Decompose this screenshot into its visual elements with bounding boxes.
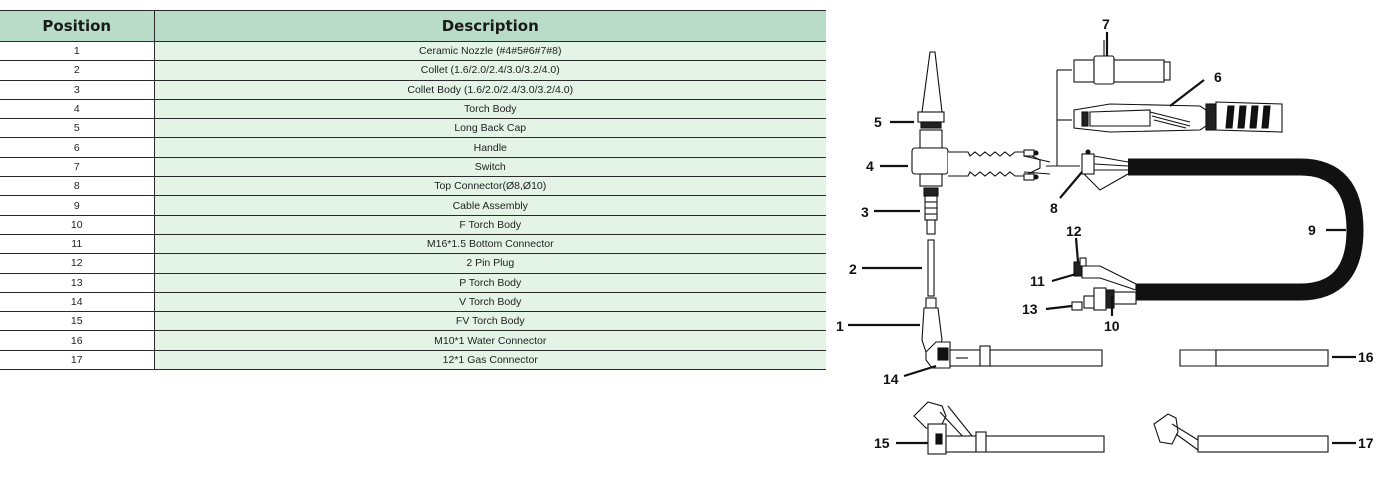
callout-9: 9 [1308, 222, 1316, 238]
position-cell: 13 [0, 273, 154, 292]
description-cell: Collet Body (1.6/2.0/2.4/3.0/3.2/4.0) [154, 80, 826, 99]
table-row [0, 331, 826, 350]
position-cell: 15 [0, 312, 154, 331]
table-row [0, 254, 826, 273]
description-cell: F Torch Body [154, 215, 826, 234]
description-cell: Top Connector(Ø8,Ø10) [154, 177, 826, 196]
position-cell: 14 [0, 292, 154, 311]
callout-4: 4 [866, 158, 874, 174]
position-column-header: Position [0, 11, 154, 42]
callout-15: 15 [874, 435, 890, 451]
table-row [0, 312, 826, 331]
v-torch-body-drawing [926, 342, 1102, 368]
table-row [0, 177, 826, 196]
description-column-header: Description [154, 11, 826, 42]
callout-8: 8 [1050, 200, 1058, 216]
position-cell: 4 [0, 99, 154, 118]
collet-body-drawing [924, 188, 938, 234]
callout-2: 2 [849, 261, 857, 277]
description-cell: Cable Assembly [154, 196, 826, 215]
description-cell: FV Torch Body [154, 312, 826, 331]
position-cell: 11 [0, 234, 154, 253]
description-cell: Collet (1.6/2.0/2.4/3.0/3.2/4.0) [154, 61, 826, 80]
cable-assembly-drawing [1128, 167, 1355, 292]
table-row [0, 99, 826, 118]
table-row [0, 157, 826, 176]
table-row [0, 234, 826, 253]
position-cell: 2 [0, 61, 154, 80]
bottom-connector-drawing [1072, 258, 1136, 310]
position-cell: 9 [0, 196, 154, 215]
position-cell: 8 [0, 177, 154, 196]
table-row [0, 42, 826, 61]
description-cell: Switch [154, 157, 826, 176]
description-cell: 12*1 Gas Connector [154, 350, 826, 369]
description-cell: 2 Pin Plug [154, 254, 826, 273]
description-cell: Torch Body [154, 99, 826, 118]
table-row [0, 61, 826, 80]
12x1-gas-connector-drawing [1154, 414, 1328, 452]
exploded-parts-diagram [826, 0, 1387, 478]
table-row [0, 119, 826, 138]
parts-table [0, 10, 826, 370]
callout-14: 14 [883, 371, 899, 387]
table-row [0, 215, 826, 234]
table-row [0, 350, 826, 369]
callout-6: 6 [1214, 69, 1222, 85]
description-cell: M16*1.5 Bottom Connector [154, 234, 826, 253]
position-cell: 1 [0, 42, 154, 61]
callout-1: 1 [836, 318, 844, 334]
description-cell: Handle [154, 138, 826, 157]
table-row [0, 138, 826, 157]
position-cell: 10 [0, 215, 154, 234]
callout-16: 16 [1358, 349, 1374, 365]
callout-7: 7 [1102, 16, 1110, 32]
callout-3: 3 [861, 204, 869, 220]
description-cell: M10*1 Water Connector [154, 331, 826, 350]
collet-drawing [928, 240, 934, 296]
callout-10: 10 [1104, 318, 1120, 334]
position-cell: 12 [0, 254, 154, 273]
table-row [0, 80, 826, 99]
description-cell: Ceramic Nozzle (#4#5#6#7#8) [154, 42, 826, 61]
description-cell: V Torch Body [154, 292, 826, 311]
position-cell: 3 [0, 80, 154, 99]
callout-11: 11 [1030, 273, 1045, 289]
table-row [0, 292, 826, 311]
description-cell: Long Back Cap [154, 119, 826, 138]
top-connector-drawing [1082, 150, 1128, 190]
position-cell: 7 [0, 157, 154, 176]
position-cell: 16 [0, 331, 154, 350]
position-cell: 5 [0, 119, 154, 138]
torch-body-drawing [912, 130, 1050, 186]
table-row [0, 273, 826, 292]
fv-torch-body-drawing [914, 402, 1104, 454]
callout-17: 17 [1358, 435, 1374, 451]
m10-water-connector-drawing [1180, 350, 1328, 366]
table-row [0, 196, 826, 215]
handle-drawing [1074, 102, 1282, 132]
callout-13: 13 [1022, 301, 1038, 317]
position-cell: 17 [0, 350, 154, 369]
description-cell: P Torch Body [154, 273, 826, 292]
callout-12: 12 [1066, 223, 1082, 239]
table-header-row [0, 11, 826, 42]
callout-5: 5 [874, 114, 882, 130]
switch-drawing [1074, 40, 1170, 84]
long-back-cap-drawing [918, 52, 944, 128]
parts-table-container [0, 10, 826, 370]
position-cell: 6 [0, 138, 154, 157]
